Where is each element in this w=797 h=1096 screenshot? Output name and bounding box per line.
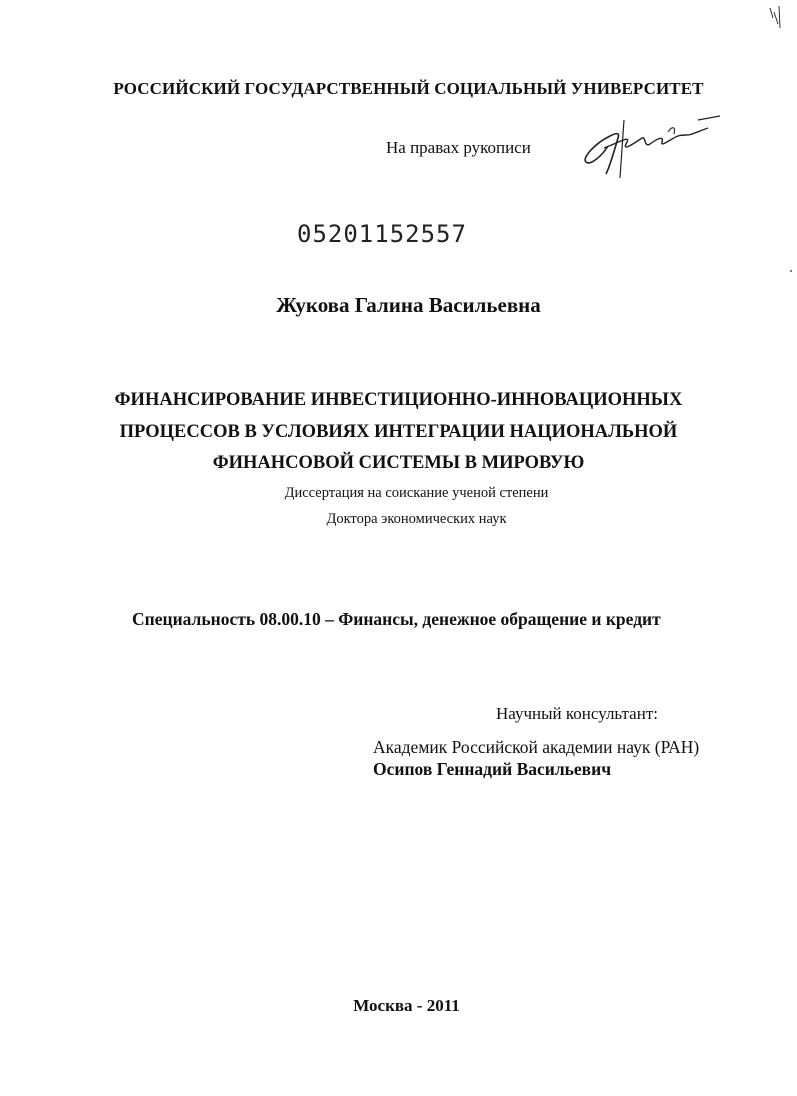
- consultant-title: Академик Российской академии наук (РАН): [373, 737, 700, 757]
- degree-line: Доктора экономических наук: [326, 511, 507, 527]
- specialty: Специальность 08.00.10 – Финансы, денежное обращение и кредит: [132, 609, 661, 629]
- city-year: Москва - 2011: [353, 996, 460, 1015]
- dissertation-title-line: ПРОЦЕССОВ В УСЛОВИЯХ ИНТЕГРАЦИИ НАЦИОНАЛЬНОЙ: [119, 422, 678, 442]
- consultant-label: Научный консультант:: [496, 704, 658, 723]
- author-name: Жукова Галина Васильевна: [276, 293, 541, 317]
- university-name: РОССИЙСКИЙ ГОСУДАРСТВЕННЫЙ СОЦИАЛЬНЫЙ УНИВЕРСИТЕТ: [113, 79, 704, 98]
- scan-mark-icon: [760, 2, 790, 32]
- scan-dot-icon: [788, 268, 794, 274]
- dissertation-title-line: ФИНАНСИРОВАНИЕ ИНВЕСТИЦИОННО-ИННОВАЦИОННЫХ: [114, 390, 683, 410]
- manuscript-note: На правах рукописи: [386, 138, 531, 157]
- signature-icon: [580, 108, 730, 180]
- degree-line: Диссертация на соискание ученой степени: [284, 485, 549, 501]
- consultant-name: Осипов Геннадий Васильевич: [373, 759, 612, 779]
- catalog-code: 05201152557: [297, 220, 467, 248]
- dissertation-title-line: ФИНАНСОВОЙ СИСТЕМЫ В МИРОВУЮ: [212, 453, 585, 473]
